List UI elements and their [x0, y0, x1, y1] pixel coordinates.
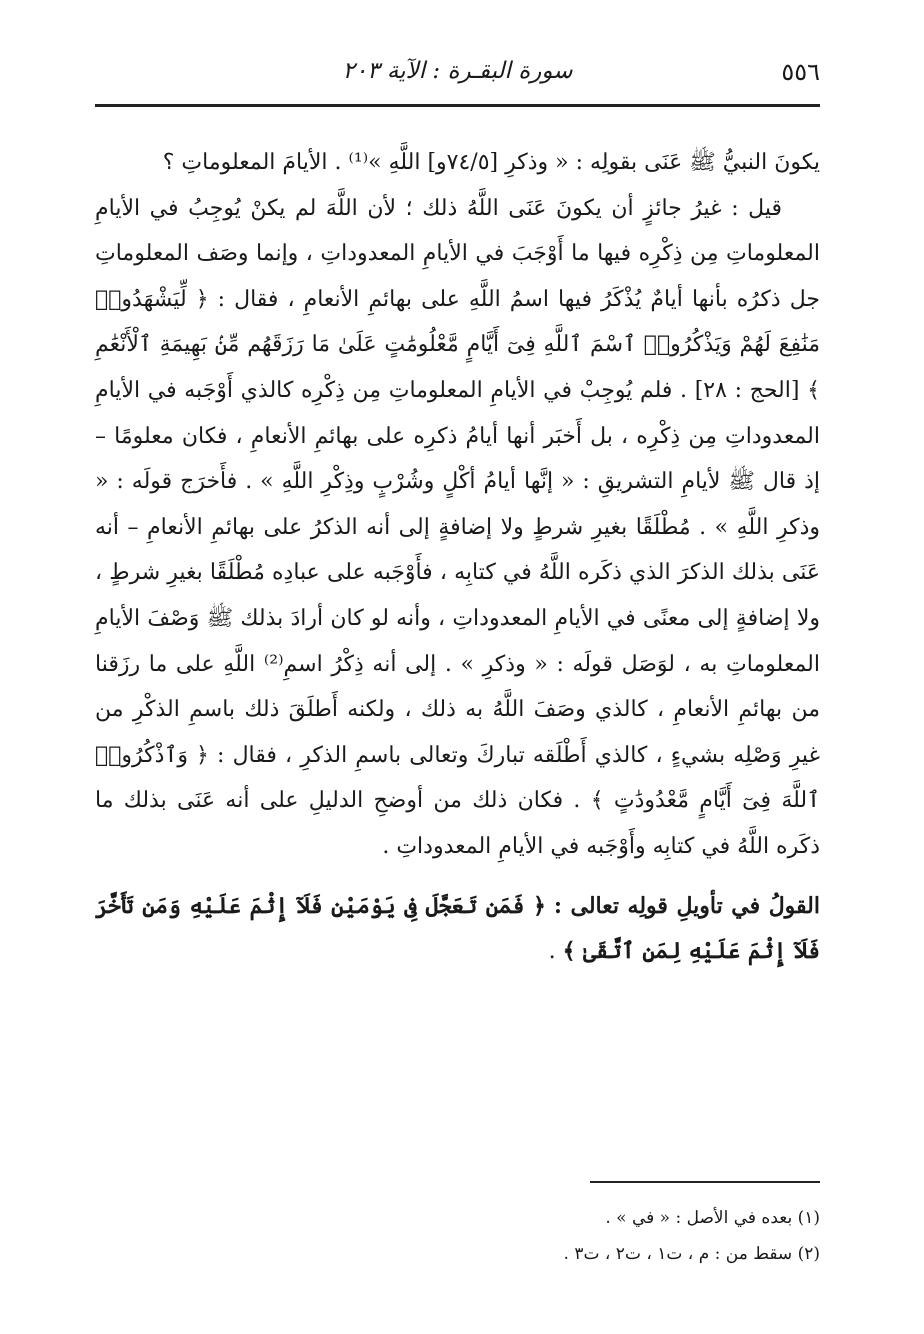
- paragraph-answer: قيل : غيرُ جائزٍ أن يكونَ عَنَى اللَّهُ ذلك ؛ لأن اللَّهَ لم يكنْ يُوجِبُ في الأيامِ المعلوماتِ مِن ذِكْرِه فيها ما أَوْجَبَ في الأيامِ المعدوداتِ ، وإنما وصَف المعلوماتِ جل ذكرُه بأنها أيامٌ يُذْكَرُ فيها اسمُ اللَّهِ على بهائمِ الأنعامِ ، فقال : ﴿ لِّيَشْهَدُوا۟ مَنَٰفِعَ لَهُمْ وَيَذْكُرُوا۟ ٱسْمَ ٱللَّهِ فِىٓ أَيَّامٍ مَّعْلُومَٰتٍ عَلَىٰ مَا رَزَقَهُم مِّنۢ بَهِيمَةِ ٱلْأَنْعَٰمِ ﴾ [الحج : ٢٨] . فلم يُوجِبْ في الأيامِ المعلوماتِ مِن ذِكْرِه كالذي أَوْجَبه في الأيامِ المعدوداتِ مِن ذِكْرِه ، بل أَخبَر أنها أيامُ ذكرِه على بهائمِ الأنعامِ ، فكان معلومًا – إذ قال ﷺ لأيامِ التشريقِ : « إنَّها أيامُ أكْلٍ وشُرْبٍ وذِكْرِ اللَّهِ » . فأَخرَج قولَه : « وذكرِ اللَّهِ » . مُطْلَقًا بغيرِ شرطٍ ولا إضافةٍ إلى أنه الذكرُ على بهائمِ الأنعامِ – أنه عَنَى بذلك الذكرَ الذي ذكَره اللَّهُ في كتابِه ، فأَوْجَبه على عبادِه مُطْلَقًا بغيرِ شرطٍ ، ولا إضافةٍ إلى معنًى في الأيامِ المعدوداتِ ، وأنه لو كان أرادَ بذلك ﷺ وَصْفَ الأيامِ المعلوماتِ به ، لوَصَل قولَه : « وذكرِ » . إلى أنه ذِكْرُ اسمِ⁽²⁾ اللَّهِ على ما رزَقنا من بهائمِ الأنعامِ ، كالذي وصَفَ اللَّهُ به ذلك ، ولكنه أَطلَقَ ذلك باسمِ الذكْرِ من غيرِ وَصْلِه بشيءٍ ، كالذي أَطْلَقه تباركَ وتعالى باسمِ الذكرِ ، فقال : ﴿ وَٱذْكُرُوا۟ ٱللَّهَ فِىٓ أَيَّامٍ مَّعْدُودَٰتٍ ﴾ . فكان ذلك من أوضحِ الدليلِ على أنه عَنَى بذلك ما ذكَره اللَّهُ في كتابِه وأَوْجَبه في الأيامِ المعدوداتِ .: [95, 195, 820, 859]
- section-heading: [95, 884, 820, 975]
- running-title: سورة البقـرة : الآية ٢٠٣: [342, 58, 573, 84]
- page-header: [95, 52, 820, 96]
- page-number: ٥٥٦: [781, 58, 820, 86]
- main-text: [95, 140, 820, 975]
- header-divider: [95, 104, 820, 107]
- section-heading-lead: القولُ في تأويلِ قولِه تعالى :: [553, 892, 820, 919]
- footnotes: [95, 1200, 820, 1272]
- section-heading-verse: ﴿ فَمَن تَعَجَّلَ فِى يَوْمَيْنِ فَلَآ إِثْمَ عَلَيْهِ وَمَن تَأَخَّرَ فَلَآ إِثْمَ عَلَيْهِ لِمَنِ ٱتَّقَىٰ ﴾: [95, 892, 820, 965]
- footnote-2: (٢) سقط من : م ، ت١ ، ت٢ ، ت٣ .: [563, 1244, 820, 1264]
- footnote-1: (١) بعده في الأصل : « في » .: [605, 1208, 820, 1228]
- paragraph-question: يكونَ النبيُّ ﷺ عَنَى بقولِه : « وذكرِ [٧٤/٥و] اللَّهِ »⁽¹⁾ . الأيامَ المعلوماتِ ؟: [162, 150, 820, 175]
- section-heading-end: .: [548, 939, 563, 965]
- footnote-divider: [590, 1181, 820, 1183]
